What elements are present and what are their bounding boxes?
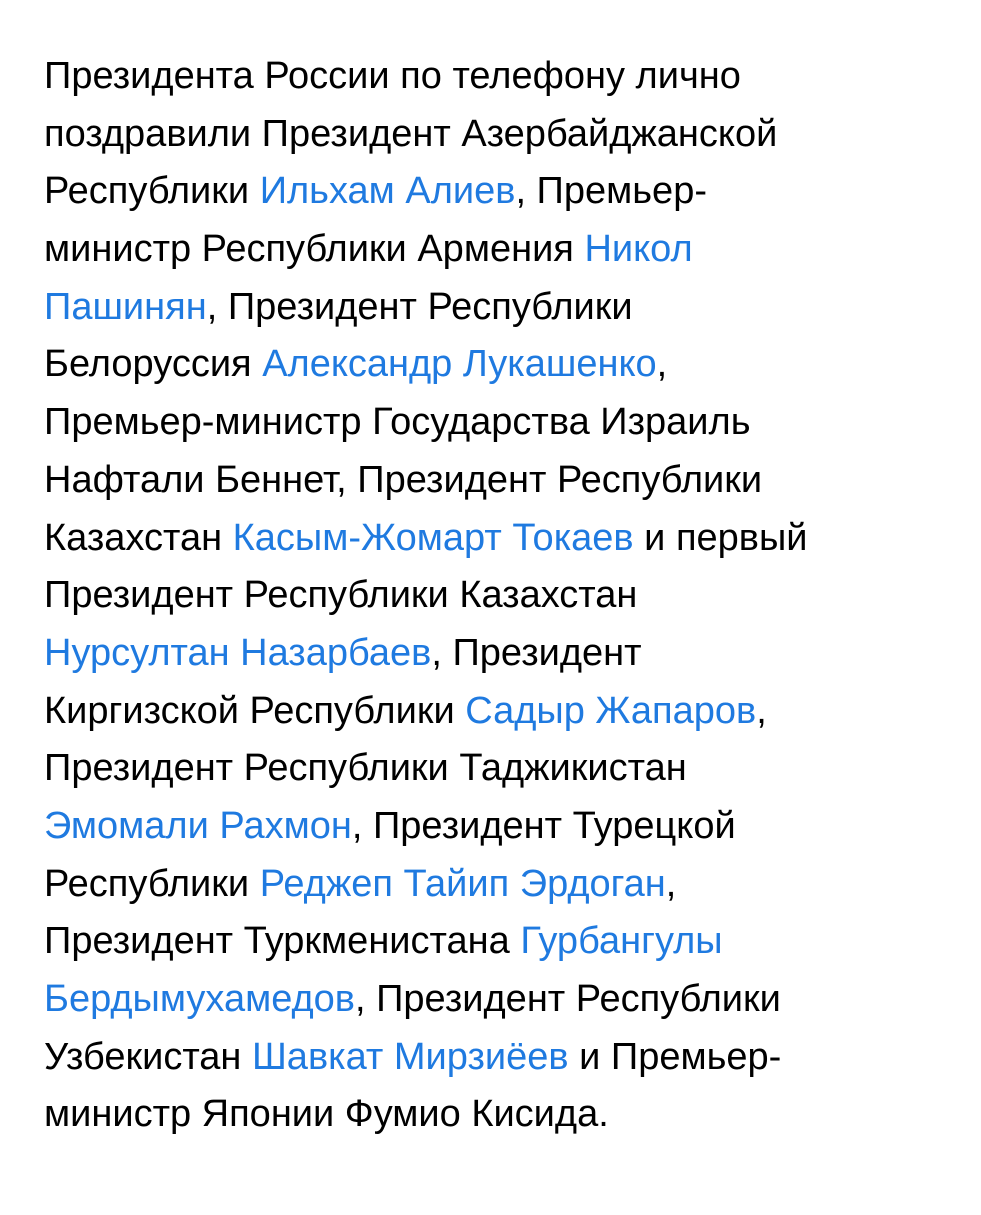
text-line (44, 1086, 941, 1144)
person-link[interactable]: Касым-Жомарт Токаев (232, 516, 634, 559)
text-line (44, 971, 941, 1029)
text-segment: Узбекистан (44, 1035, 252, 1078)
text-segment: , Президент (431, 631, 642, 674)
person-link[interactable]: Реджеп Тайип Эрдоган (259, 862, 666, 905)
text-segment: Республики (44, 170, 260, 213)
person-link[interactable]: Никол (584, 228, 693, 271)
text-line (44, 48, 941, 106)
person-link[interactable]: Шавкат Мирзиёев (251, 1035, 569, 1078)
text-line (44, 1029, 941, 1087)
text-line (44, 798, 941, 856)
text-line (44, 106, 941, 164)
text-line (44, 567, 941, 625)
text-line (44, 394, 941, 452)
text-segment: министр Японии Фумио Кисида. (44, 1093, 609, 1136)
text-line (44, 163, 941, 221)
person-link[interactable]: Нурсултан Назарбаев (44, 631, 432, 674)
text-line (44, 279, 941, 337)
text-line (44, 740, 941, 798)
text-segment: Президент Республики Таджикистан (44, 747, 687, 790)
person-link[interactable]: Бердымухамедов (44, 978, 355, 1020)
text-line (44, 221, 941, 279)
text-line (44, 913, 941, 971)
text-line (44, 452, 941, 510)
text-segment: Нафтали Беннет, Президент Республики (44, 458, 763, 501)
text-line (44, 683, 941, 741)
person-link[interactable]: Пашинян (44, 285, 207, 328)
article-text (44, 48, 941, 1144)
text-segment: Киргизской Республики (44, 689, 466, 732)
text-segment: , Президент Турецкой (351, 804, 736, 847)
text-segment: Премьер-министр Государства Израиль (44, 401, 751, 444)
person-link[interactable]: Эмомали Рахмон (44, 804, 352, 847)
text-line (44, 336, 941, 394)
text-segment: Республики (44, 862, 260, 905)
text-segment: поздравили Президент Азербайджанской (44, 112, 778, 155)
text-segment: Казахстан (44, 516, 233, 559)
text-line (44, 856, 941, 914)
text-segment: , Президент Республики (355, 978, 781, 1020)
text-line (44, 510, 941, 568)
text-segment: , (756, 689, 767, 732)
text-segment: Президента России по телефону лично (44, 55, 741, 97)
text-segment: Белоруссия (44, 343, 263, 386)
text-segment: Президент Туркменистана (44, 920, 521, 963)
person-link[interactable]: Александр Лукашенко (262, 343, 657, 386)
person-link[interactable]: Ильхам Алиев (259, 170, 516, 213)
text-segment: и первый (633, 516, 808, 559)
person-link[interactable]: Садыр Жапаров (465, 689, 757, 732)
text-line (44, 625, 941, 683)
text-segment: Президент Республики Казахстан (44, 574, 638, 617)
text-segment: , Премьер- (515, 170, 707, 213)
text-segment: и Премьер- (568, 1035, 782, 1078)
text-segment: , Президент Республики (206, 285, 633, 328)
text-segment: , (665, 862, 677, 905)
text-segment: , (656, 343, 668, 386)
person-link[interactable]: Гурбангулы (520, 920, 723, 963)
text-segment: министр Республики Армения (44, 228, 585, 271)
